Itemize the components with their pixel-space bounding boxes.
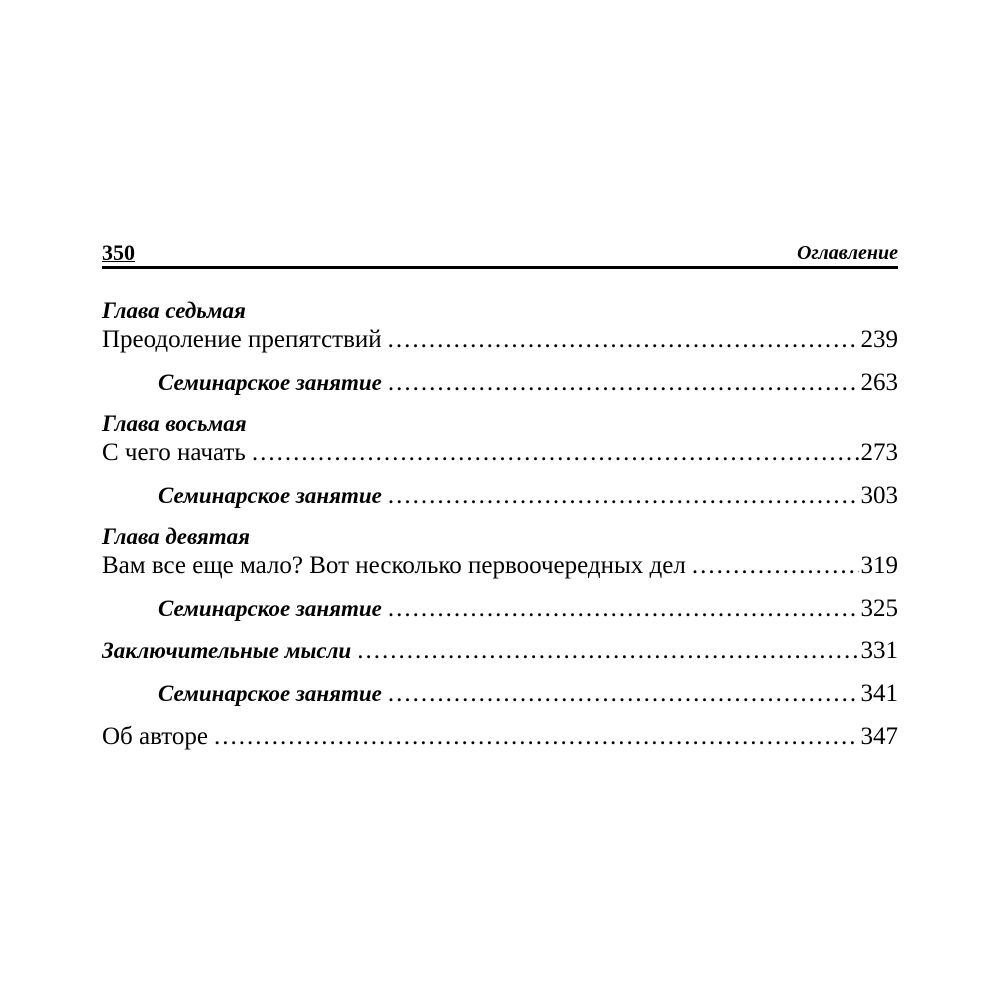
chapter-heading: Глава седьмая [102, 298, 246, 323]
toc-entry-seminar[interactable] [102, 679, 898, 709]
chapter-heading: Глава восьмая [102, 411, 247, 436]
leader-dots [388, 325, 859, 355]
toc-entry-conclusion[interactable] [102, 636, 898, 666]
leader-dots [692, 551, 859, 581]
entry-page: 341 [860, 680, 898, 707]
toc-entry-seminar[interactable] [102, 481, 898, 511]
leader-dots [388, 594, 859, 624]
toc-entry-seminar[interactable] [102, 368, 898, 398]
toc-chapter-7 [102, 297, 898, 398]
chapter-heading: Глава девятая [102, 524, 251, 549]
leader-dots [357, 636, 858, 666]
table-of-contents [102, 297, 898, 752]
toc-entry-seminar[interactable] [102, 594, 898, 624]
leader-dots [214, 722, 859, 752]
leader-dots [388, 481, 859, 511]
entry-page: 325 [860, 595, 898, 622]
entry-page: 273 [860, 439, 898, 466]
leader-dots [388, 679, 859, 709]
running-title: Оглавление [796, 242, 898, 264]
entry-title: Заключительные мысли [102, 638, 352, 663]
entry-title: С чего начать [102, 439, 246, 466]
toc-entry[interactable] [102, 325, 898, 355]
toc-entry-about-author[interactable] [102, 722, 898, 752]
toc-chapter-8 [102, 410, 898, 511]
entry-title: Вам все еще мало? Вот несколько первоочередных дел [102, 552, 686, 579]
entry-page: 303 [860, 482, 898, 509]
toc-entry[interactable] [102, 551, 898, 581]
entry-page: 239 [860, 326, 898, 353]
entry-page: 319 [860, 552, 898, 579]
entry-title: Преодоление препятствий [102, 326, 382, 353]
entry-page: 347 [860, 723, 898, 750]
entry-title: Семинарское занятие [158, 370, 382, 395]
page-number: 350 [102, 240, 135, 265]
leader-dots [388, 368, 859, 398]
entry-page: 263 [860, 369, 898, 396]
toc-entry[interactable] [102, 438, 898, 468]
entry-title: Об авторе [102, 723, 208, 750]
entry-title: Семинарское занятие [158, 681, 382, 706]
toc-chapter-9 [102, 523, 898, 624]
leader-dots [252, 438, 859, 468]
page-header [102, 240, 898, 269]
entry-page: 331 [860, 637, 898, 664]
entry-title: Семинарское занятие [158, 596, 382, 621]
entry-title: Семинарское занятие [158, 483, 382, 508]
